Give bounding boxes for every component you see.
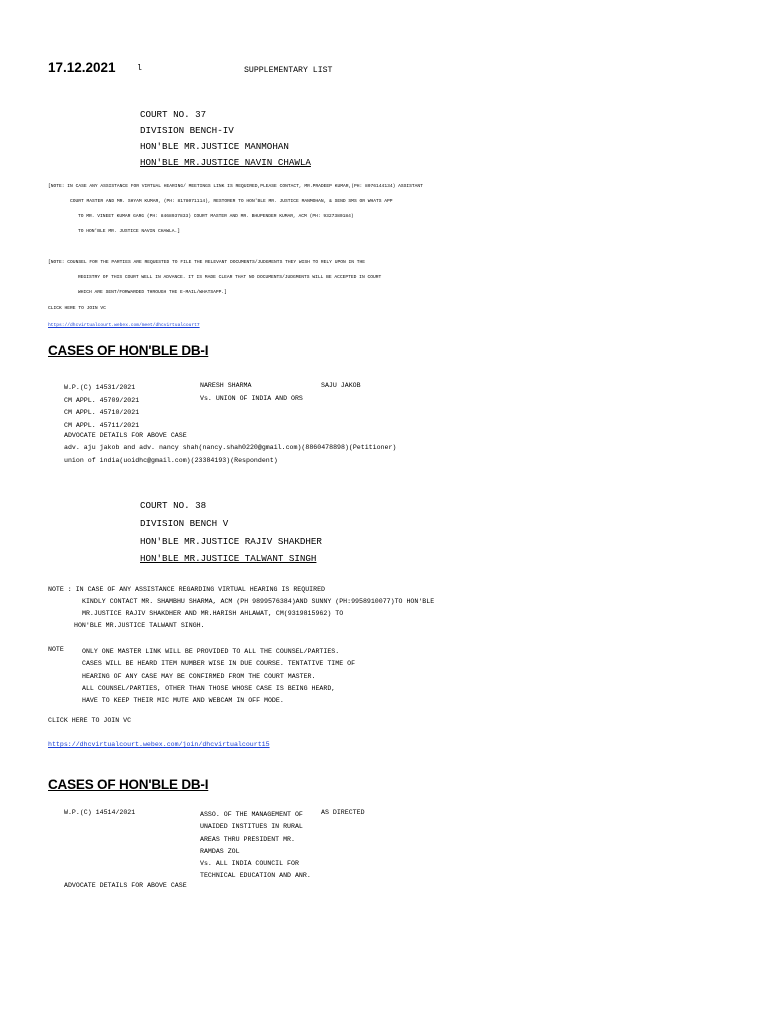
party-line: ASSO. OF THE MANAGEMENT OF	[200, 811, 303, 818]
note-line: TO MR. VINEET KUMAR GARG (PH: 8468937833) COURT MASTER AND MR. BHUPENDER KUMAR, ACM (PH: 9327380184)	[78, 214, 354, 219]
vc-link[interactable]: https://dhcvirtualcourt.webex.com/join/dhcvirtualcourt15	[48, 741, 270, 748]
party-line: Vs. ALL INDIA COUNCIL FOR	[200, 860, 299, 868]
party-line: RAMDAS ZOL	[200, 847, 240, 855]
note-line: MR.JUSTICE RAJIV SHAKDHER AND MR.HARISH AHLAWAT, CM(9319815962) TO	[82, 610, 344, 617]
note-line: COURT MASTER AND MR. SHYAM KUMAR, (PH: 8178071114), RESTORER TO HON'BLE MR. JUSTICE MANMOHAN, & SEND SMS OR WHATS APP	[70, 199, 393, 204]
section-heading: CASES OF HON'BLE DB-I	[48, 343, 209, 358]
note-line: WHICH ARE SENT/FORWARDED THROUGH THE E-MAIL/WHATSAPP.]	[78, 290, 227, 295]
case-number: CM APPL. 45711/2021	[64, 421, 140, 429]
petitioner-name: NARESH SHARMA	[200, 382, 252, 389]
list-type: SUPPLEMENTARY LIST	[244, 66, 333, 75]
bench-name: DIVISION BENCH-IV	[140, 125, 234, 136]
header-separator: l	[137, 64, 142, 73]
judge-name: HON'BLE MR.JUSTICE RAJIV SHAKDHER	[140, 536, 322, 547]
judge-name: HON'BLE MR.JUSTICE TALWANT SINGH	[140, 553, 317, 564]
note-line: ONLY ONE MASTER LINK WILL BE PROVIDED TO ALL THE COUNSEL/PARTIES.	[82, 648, 340, 655]
note-line: [NOTE: COUNSEL FOR THE PARTIES ARE REQUESTED TO FILE THE RELEVANT DOCUMENTS/JUDGMENTS THEY WISH TO RELY UPON IN THE	[48, 260, 366, 265]
court-number: COURT NO. 37	[140, 109, 207, 120]
note-line: ALL COUNSEL/PARTIES, OTHER THAN THOSE WHOSE CASE IS BEING HEARD,	[82, 684, 336, 692]
note-label: NOTE	[48, 646, 64, 653]
advocate-details-line: adv. aju jakob and adv. nancy shah(nancy.shah0220@gmail.com)(8860478898)(Petitioner)	[64, 444, 397, 451]
note-line: REGISTRY OF THIS COURT WELL IN ADVANCE. IT IS MADE CLEAR THAT NO DOCUMENTS/JUDGMENTS WILL BE ACCEPTED IN COURT	[78, 275, 382, 280]
click-to-join-label: CLICK HERE TO JOIN VC	[48, 717, 132, 724]
judge-name: HON'BLE MR.JUSTICE MANMOHAN	[140, 141, 289, 152]
note-line: CASES WILL BE HEARD ITEM NUMBER WISE IN DUE COURSE. TENTATIVE TIME OF	[82, 660, 356, 668]
advocate-name: AS DIRECTED	[321, 809, 365, 816]
advocate-details-heading: ADVOCATE DETAILS FOR ABOVE CASE	[64, 882, 187, 889]
respondent-name: Vs. UNION OF INDIA AND ORS	[200, 395, 303, 402]
case-numbers	[64, 382, 139, 432]
note-line: [NOTE: IN CASE ANY ASSISTANCE FOR VIRTUAL HEARING/ MEETINGS LINK IS REQUIRED,PLEASE CONTACT, MR.PRADEEP KUMAR,(PH: 8076144134) ASSISTANT	[48, 184, 423, 189]
note-line: NOTE : IN CASE OF ANY ASSISTANCE REGARDING VIRTUAL HEARING IS REQUIRED	[48, 586, 325, 593]
bench-name: DIVISION BENCH V	[140, 518, 229, 529]
vc-link[interactable]: https://dhcvirtualcourt.webex.com/meet/dhcvirtualcourt7	[48, 323, 200, 328]
note-line: HAVE TO KEEP THEIR MIC MUTE AND WEBCAM IN OFF MODE.	[82, 697, 284, 705]
click-to-join-label: CLICK HERE TO JOIN VC	[48, 306, 106, 311]
party-line: AREAS THRU PRESIDENT MR.	[200, 835, 295, 843]
judge-name: HON'BLE MR.JUSTICE NAVIN CHAWLA	[140, 157, 311, 168]
note-line: HON'BLE MR.JUSTICE TALWANT SINGH.	[74, 622, 205, 629]
note-line: HEARING OF ANY CASE MAY BE CONFIRMED FROM THE COURT MASTER.	[82, 672, 316, 680]
party-block	[200, 809, 311, 883]
list-date: 17.12.2021	[48, 60, 116, 75]
advocate-details-line: union of india(uoidhc@gmail.com)(23384193)(Respondent)	[64, 457, 278, 464]
party-line: TECHNICAL EDUCATION AND ANR.	[200, 872, 311, 880]
advocate-name: SAJU JAKOB	[321, 382, 361, 389]
advocate-details-heading: ADVOCATE DETAILS FOR ABOVE CASE	[64, 432, 187, 439]
note-line: TO HON'BLE MR. JUSTICE NAVIN CHAWLA.]	[78, 229, 180, 234]
note-line: KINDLY CONTACT MR. SHAMBHU SHARMA, ACM (PH 9899576384)AND SUNNY (PH:9958910077)TO HON'BLE	[82, 598, 435, 605]
section-heading: CASES OF HON'BLE DB-I	[48, 777, 209, 792]
court-number: COURT NO. 38	[140, 500, 207, 511]
case-number: CM APPL. 45709/2021	[64, 396, 140, 404]
party-line: UNAIDED INSTITUES IN RURAL	[200, 823, 303, 831]
case-number: CM APPL. 45710/2021	[64, 409, 140, 416]
note-block	[82, 646, 355, 707]
case-number: W.P.(C) 14531/2021	[64, 384, 136, 391]
case-number: W.P.(C) 14514/2021	[64, 809, 136, 816]
